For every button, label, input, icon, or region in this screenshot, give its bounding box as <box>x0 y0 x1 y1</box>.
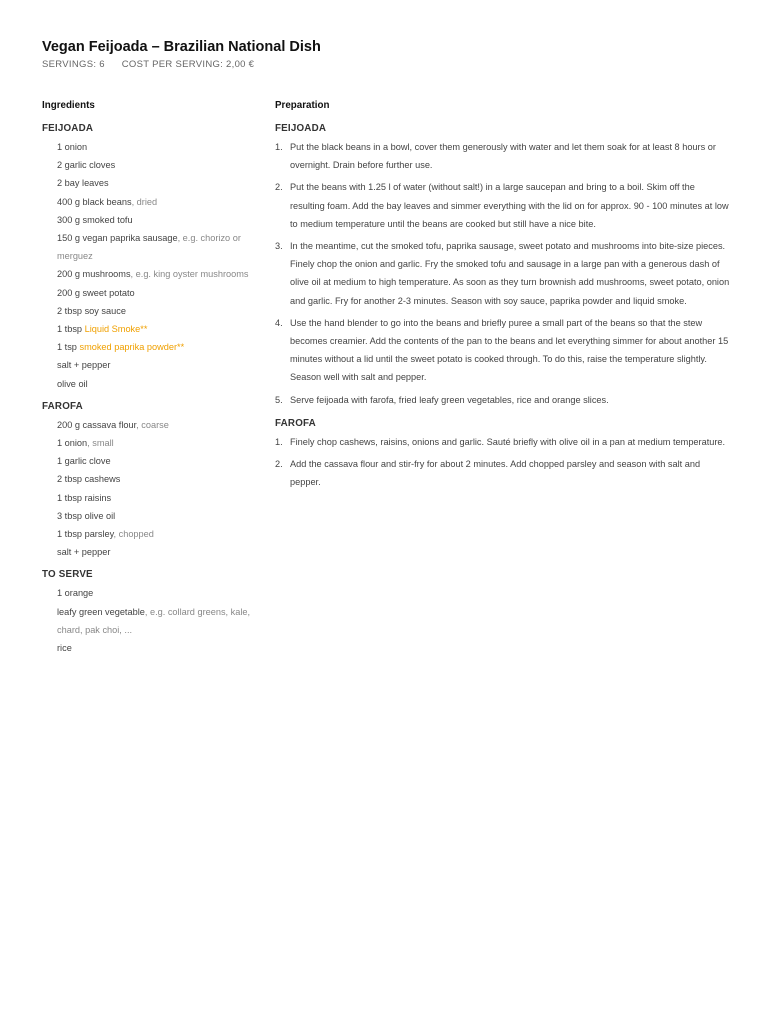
ingredient-item <box>57 603 270 639</box>
ingredient-item <box>57 470 270 488</box>
ingredient-note: , small <box>87 438 114 449</box>
step-text: Put the black beans in a bowl, cover them generously with water and let them soak for at least 8 hours or overnight. Drain before further use. <box>290 142 716 171</box>
ingredient-text: 150 g vegan paprika sausage <box>57 233 178 244</box>
ingredient-item <box>57 356 270 374</box>
ingredient-item <box>57 138 270 156</box>
preparation-heading: Preparation <box>275 100 330 111</box>
ingredient-text: 400 g black beans <box>57 196 132 207</box>
ingredient-item <box>57 525 270 543</box>
cost-label: COST PER SERVING: 2,00 € <box>121 59 255 70</box>
ingredient-group-title: TO SERVE <box>42 569 93 581</box>
ingredient-text: 200 g sweet potato <box>57 287 135 298</box>
ingredient-group-title: FEIJOADA <box>42 123 94 134</box>
step-number: 1. <box>275 436 283 447</box>
ingredient-text: 2 tbsp soy sauce <box>57 305 126 316</box>
ingredient-group-title: FAROFA <box>42 400 83 412</box>
ingredient-note: , dried <box>131 196 158 207</box>
step-text: Finely chop cashews, raisins, onions and garlic. Sauté briefly with olive oil in a pan at medium temperature. <box>290 436 726 447</box>
recipe-meta <box>42 59 732 71</box>
ingredient-text: 2 tbsp cashews <box>57 474 121 485</box>
ingredient-note: , e.g. chorizo or merguez <box>57 233 241 262</box>
ingredient-text: salt + pepper <box>57 360 111 371</box>
ingredient-item <box>57 302 270 320</box>
ingredient-text: 1 onion <box>57 438 88 449</box>
ingredient-group <box>42 401 270 562</box>
ingredient-item <box>57 507 270 525</box>
ingredient-text: 1 tbsp raisins <box>57 492 112 503</box>
ingredient-product-link[interactable]: Liquid Smoke** <box>84 324 148 335</box>
preparation-group <box>275 418 732 492</box>
preparation-step <box>275 237 732 310</box>
ingredients-column <box>42 100 270 665</box>
ingredient-item <box>57 193 270 211</box>
servings-label: SERVINGS: 6 <box>42 59 105 70</box>
preparation-steps <box>275 433 732 492</box>
step-number: 2. <box>275 182 283 193</box>
ingredient-text: leafy green vegetable <box>57 606 145 617</box>
ingredient-item <box>57 265 270 283</box>
ingredient-text: 2 garlic cloves <box>57 160 116 171</box>
ingredient-item <box>57 338 270 356</box>
preparation-step <box>275 138 732 174</box>
ingredient-item <box>57 489 270 507</box>
ingredient-list <box>42 584 270 657</box>
ingredient-item <box>57 229 270 265</box>
ingredient-item <box>57 584 270 602</box>
ingredient-text: 200 g mushrooms <box>57 269 131 280</box>
step-number: 4. <box>275 317 283 328</box>
preparation-group-title: FEIJOADA <box>275 123 327 134</box>
recipe-page <box>42 38 732 654</box>
step-text: Add the cassava flour and stir-fry for about 2 minutes. Add chopped parsley and season with salt and pepper. <box>290 459 701 488</box>
ingredient-text: 300 g smoked tofu <box>57 214 133 225</box>
ingredient-item <box>57 416 270 434</box>
ingredient-note: , chopped <box>113 529 154 540</box>
ingredient-text: 1 garlic clove <box>57 456 111 467</box>
ingredient-group <box>42 569 270 657</box>
ingredient-list <box>42 416 270 562</box>
ingredient-item <box>57 543 270 561</box>
ingredient-text: salt + pepper <box>57 547 111 558</box>
step-number: 5. <box>275 394 283 405</box>
ingredient-note: , coarse <box>136 419 169 430</box>
step-text: Put the beans with 1.25 l of water (without salt!) in a large saucepan and bring to a boil. Skim off the resulting foam. Add the bay leaves and simmer everything with the lid on for approx. 90 - 100 minutes at low to medium temperature until the beans are cooked but still have a nice bite. <box>290 182 729 229</box>
ingredient-item <box>57 375 270 393</box>
step-text: In the meantime, cut the smoked tofu, paprika sausage, sweet potato and mushrooms into bite-size pieces. Finely chop the onion and garlic. Fry the smoked tofu and sausage in a large pan with a generous dash of olive oil at medium to high temperature. As soon as they turn brownish add mushrooms, sweet potato, onion and garlic. Fry for another 2-3 minutes. Season with soy sauce, paprika powder and liquid smoke. <box>290 241 730 306</box>
ingredient-item <box>57 174 270 192</box>
preparation-steps <box>275 138 732 409</box>
ingredient-product-link[interactable]: smoked paprika powder** <box>79 342 185 353</box>
preparation-step <box>275 314 732 387</box>
recipe-title: Vegan Feijoada – Brazilian National Dish <box>42 39 321 55</box>
ingredients-heading: Ingredients <box>42 100 95 111</box>
step-text: Use the hand blender to go into the beans and briefly puree a small part of the beans so that the stew becomes creamier. Add the contents of the pan to the beans and let everything simmer for about another 15 minutes without a lid until the sweet potato is cooked through. To do this, raise the temperature slightly. Season well with salt and pepper. <box>290 317 729 383</box>
preparation-group <box>275 123 732 409</box>
ingredient-text: rice <box>57 643 72 654</box>
ingredient-item <box>57 156 270 174</box>
ingredient-item <box>57 434 270 452</box>
ingredient-text: olive oil <box>57 378 88 389</box>
ingredient-item <box>57 320 270 338</box>
preparation-step <box>275 391 732 409</box>
ingredient-list <box>42 138 270 393</box>
ingredient-note: , e.g. collard greens, kale, chard, pak choi, ... <box>57 606 251 635</box>
ingredient-text: 1 onion <box>57 142 88 152</box>
ingredient-text: 200 g cassava flour <box>57 419 137 430</box>
ingredient-group <box>42 123 270 393</box>
preparation-step <box>275 455 732 491</box>
ingredient-item <box>57 452 270 470</box>
step-number: 1. <box>275 142 283 152</box>
ingredient-groups <box>42 123 270 657</box>
step-number: 3. <box>275 241 283 252</box>
ingredient-text: 1 tbsp <box>57 324 85 335</box>
preparation-group-title: FAROFA <box>275 417 316 429</box>
ingredient-text: 1 orange <box>57 588 94 599</box>
ingredient-item <box>57 639 270 657</box>
ingredient-item <box>57 284 270 302</box>
preparation-groups <box>275 123 732 491</box>
ingredient-text: 1 tsp <box>57 342 80 353</box>
preparation-column <box>275 100 732 500</box>
ingredient-text: 1 tbsp parsley <box>57 529 114 540</box>
preparation-step <box>275 433 732 451</box>
step-number: 2. <box>275 459 283 470</box>
ingredient-text: 3 tbsp olive oil <box>57 510 116 521</box>
ingredient-note: , e.g. king oyster mushrooms <box>130 269 249 280</box>
preparation-step <box>275 178 732 233</box>
step-text: Serve feijoada with farofa, fried leafy green vegetables, rice and orange slices. <box>290 394 609 405</box>
ingredient-item <box>57 211 270 229</box>
ingredient-text: 2 bay leaves <box>57 178 109 189</box>
